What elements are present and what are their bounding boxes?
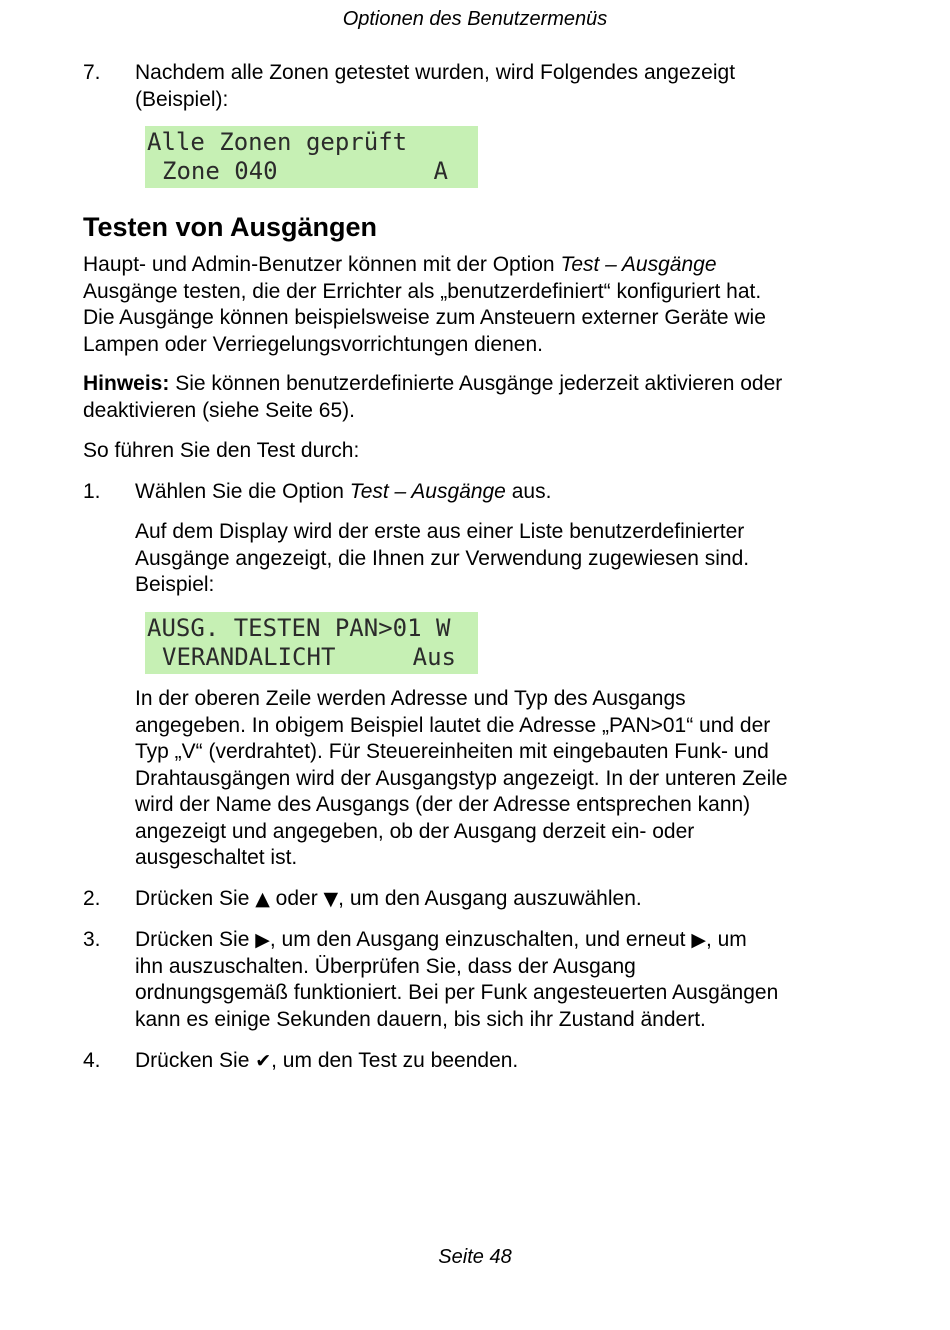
step-text-part: Drücken Sie [135, 887, 256, 910]
option-name: Test – Ausgänge [560, 253, 717, 276]
step-text-part: , um den Test zu beenden. [271, 1049, 519, 1072]
running-header: Optionen des Benutzermenüs [342, 8, 608, 30]
arrow-right-icon: ▶ [255, 929, 270, 951]
step-text-part: oder [269, 887, 324, 910]
intro-text: Lampen oder Verriegelungsvorrichtungen dienen. [83, 332, 543, 356]
lcd-status: Aus [412, 643, 456, 671]
note-text: deaktivieren (siehe Seite 65). [83, 398, 355, 422]
step-text-part: , um [705, 928, 747, 951]
procedure-intro: So führen Sie den Test durch: [83, 439, 360, 462]
lcd-line-2 [147, 643, 478, 672]
intro-text: Die Ausgänge können beispielsweise zum Ansteuern externer Geräte wie [83, 306, 766, 329]
step-text-line: Ausgänge angezeigt, die Ihnen zur Verwendung zugewiesen sind. [135, 546, 750, 570]
lcd-display [145, 126, 478, 188]
lcd-output-name: VERANDALICHT [162, 643, 336, 671]
step-text [135, 1048, 875, 1075]
step-text-line: Auf dem Display wird der erste aus einer Liste benutzerdefinierter [135, 520, 745, 543]
text-line: Drahtausgängen wird der Ausgangstyp angezeigt. In der unteren Zeile [135, 766, 788, 790]
step-text-part: Drücken Sie [135, 928, 256, 951]
step-number: 1. [83, 480, 101, 503]
step-number: 2. [83, 887, 101, 910]
lcd-line-1: Alle Zonen geprüft [147, 128, 408, 156]
intro-paragraph [83, 252, 883, 358]
option-name: Test – Ausgänge [349, 480, 506, 503]
lcd-line-2 [147, 157, 478, 186]
intro-text: Haupt- und Admin-Benutzer können mit der Option [83, 253, 561, 276]
note-label: Hinweis: [83, 372, 170, 395]
step-text-part: aus. [505, 480, 552, 503]
step-text-line: Nachdem alle Zonen getestet wurden, wird Folgendes angezeigt [135, 61, 736, 84]
lcd-zone: Zone 040 [162, 157, 278, 185]
arrow-down-icon: ▼ [323, 888, 339, 910]
lcd-line-1: AUSG. TESTEN PAN>01 W [147, 614, 451, 642]
text-line: wird der Name des Ausgangs (der der Adresse entsprechen kann) [135, 793, 751, 816]
step-text-line: kann es einige Sekunden dauern, bis sich ihr Zustand ändert. [135, 1007, 706, 1031]
step-text [135, 886, 875, 913]
step-text [135, 479, 875, 506]
arrow-up-icon: ▲ [255, 888, 270, 910]
page-number: Seite 48 [438, 1246, 512, 1268]
step-text [135, 927, 875, 1033]
text-line: In der oberen Zeile werden Adresse und Typ des Ausgangs [135, 687, 686, 710]
note-paragraph [83, 371, 883, 424]
step-text-part: Wählen Sie die Option [135, 480, 350, 503]
step-description [135, 519, 875, 599]
explanation-paragraph [135, 686, 875, 872]
text-line: ausgeschaltet ist. [135, 846, 298, 869]
text-line: angegeben. In obigem Beispiel lautet die Adresse „PAN>01“ und der [135, 713, 771, 737]
step-text-part: , um den Ausgang einzuschalten, und erneut [269, 928, 692, 951]
arrow-right-icon: ▶ [691, 929, 706, 951]
step-text-line: Beispiel: [135, 573, 215, 596]
step-text-part: , um den Ausgang auszuwählen. [338, 887, 642, 910]
step-number: 7. [83, 61, 101, 84]
intro-text: Ausgänge testen, die der Errichter als „benutzerdefiniert“ konfiguriert hat. [83, 279, 762, 303]
note-text: Sie können benutzerdefinierte Ausgänge jederzeit aktivieren oder [169, 372, 783, 395]
step-text-part: Drücken Sie [135, 1049, 256, 1072]
step-text-line: ordnungsgemäß funktioniert. Bei per Funk angesteuerten Ausgängen [135, 981, 779, 1004]
lcd-display [145, 612, 478, 674]
text-line: Typ „V“ (verdrahtet). Für Steuereinheiten mit eingebauten Funk- und [135, 740, 769, 763]
step-number: 4. [83, 1049, 101, 1072]
text-line: angezeigt und angegeben, ob der Ausgang derzeit ein- oder [135, 819, 695, 843]
checkmark-icon: ✔ [255, 1050, 272, 1072]
step-number: 3. [83, 928, 101, 951]
step-text-line: ihn auszuschalten. Überprüfen Sie, dass der Ausgang [135, 954, 636, 978]
step-text [135, 60, 875, 113]
lcd-status: A [433, 157, 448, 185]
section-title: Testen von Ausgängen [83, 212, 378, 242]
step-text-line: (Beispiel): [135, 87, 229, 111]
